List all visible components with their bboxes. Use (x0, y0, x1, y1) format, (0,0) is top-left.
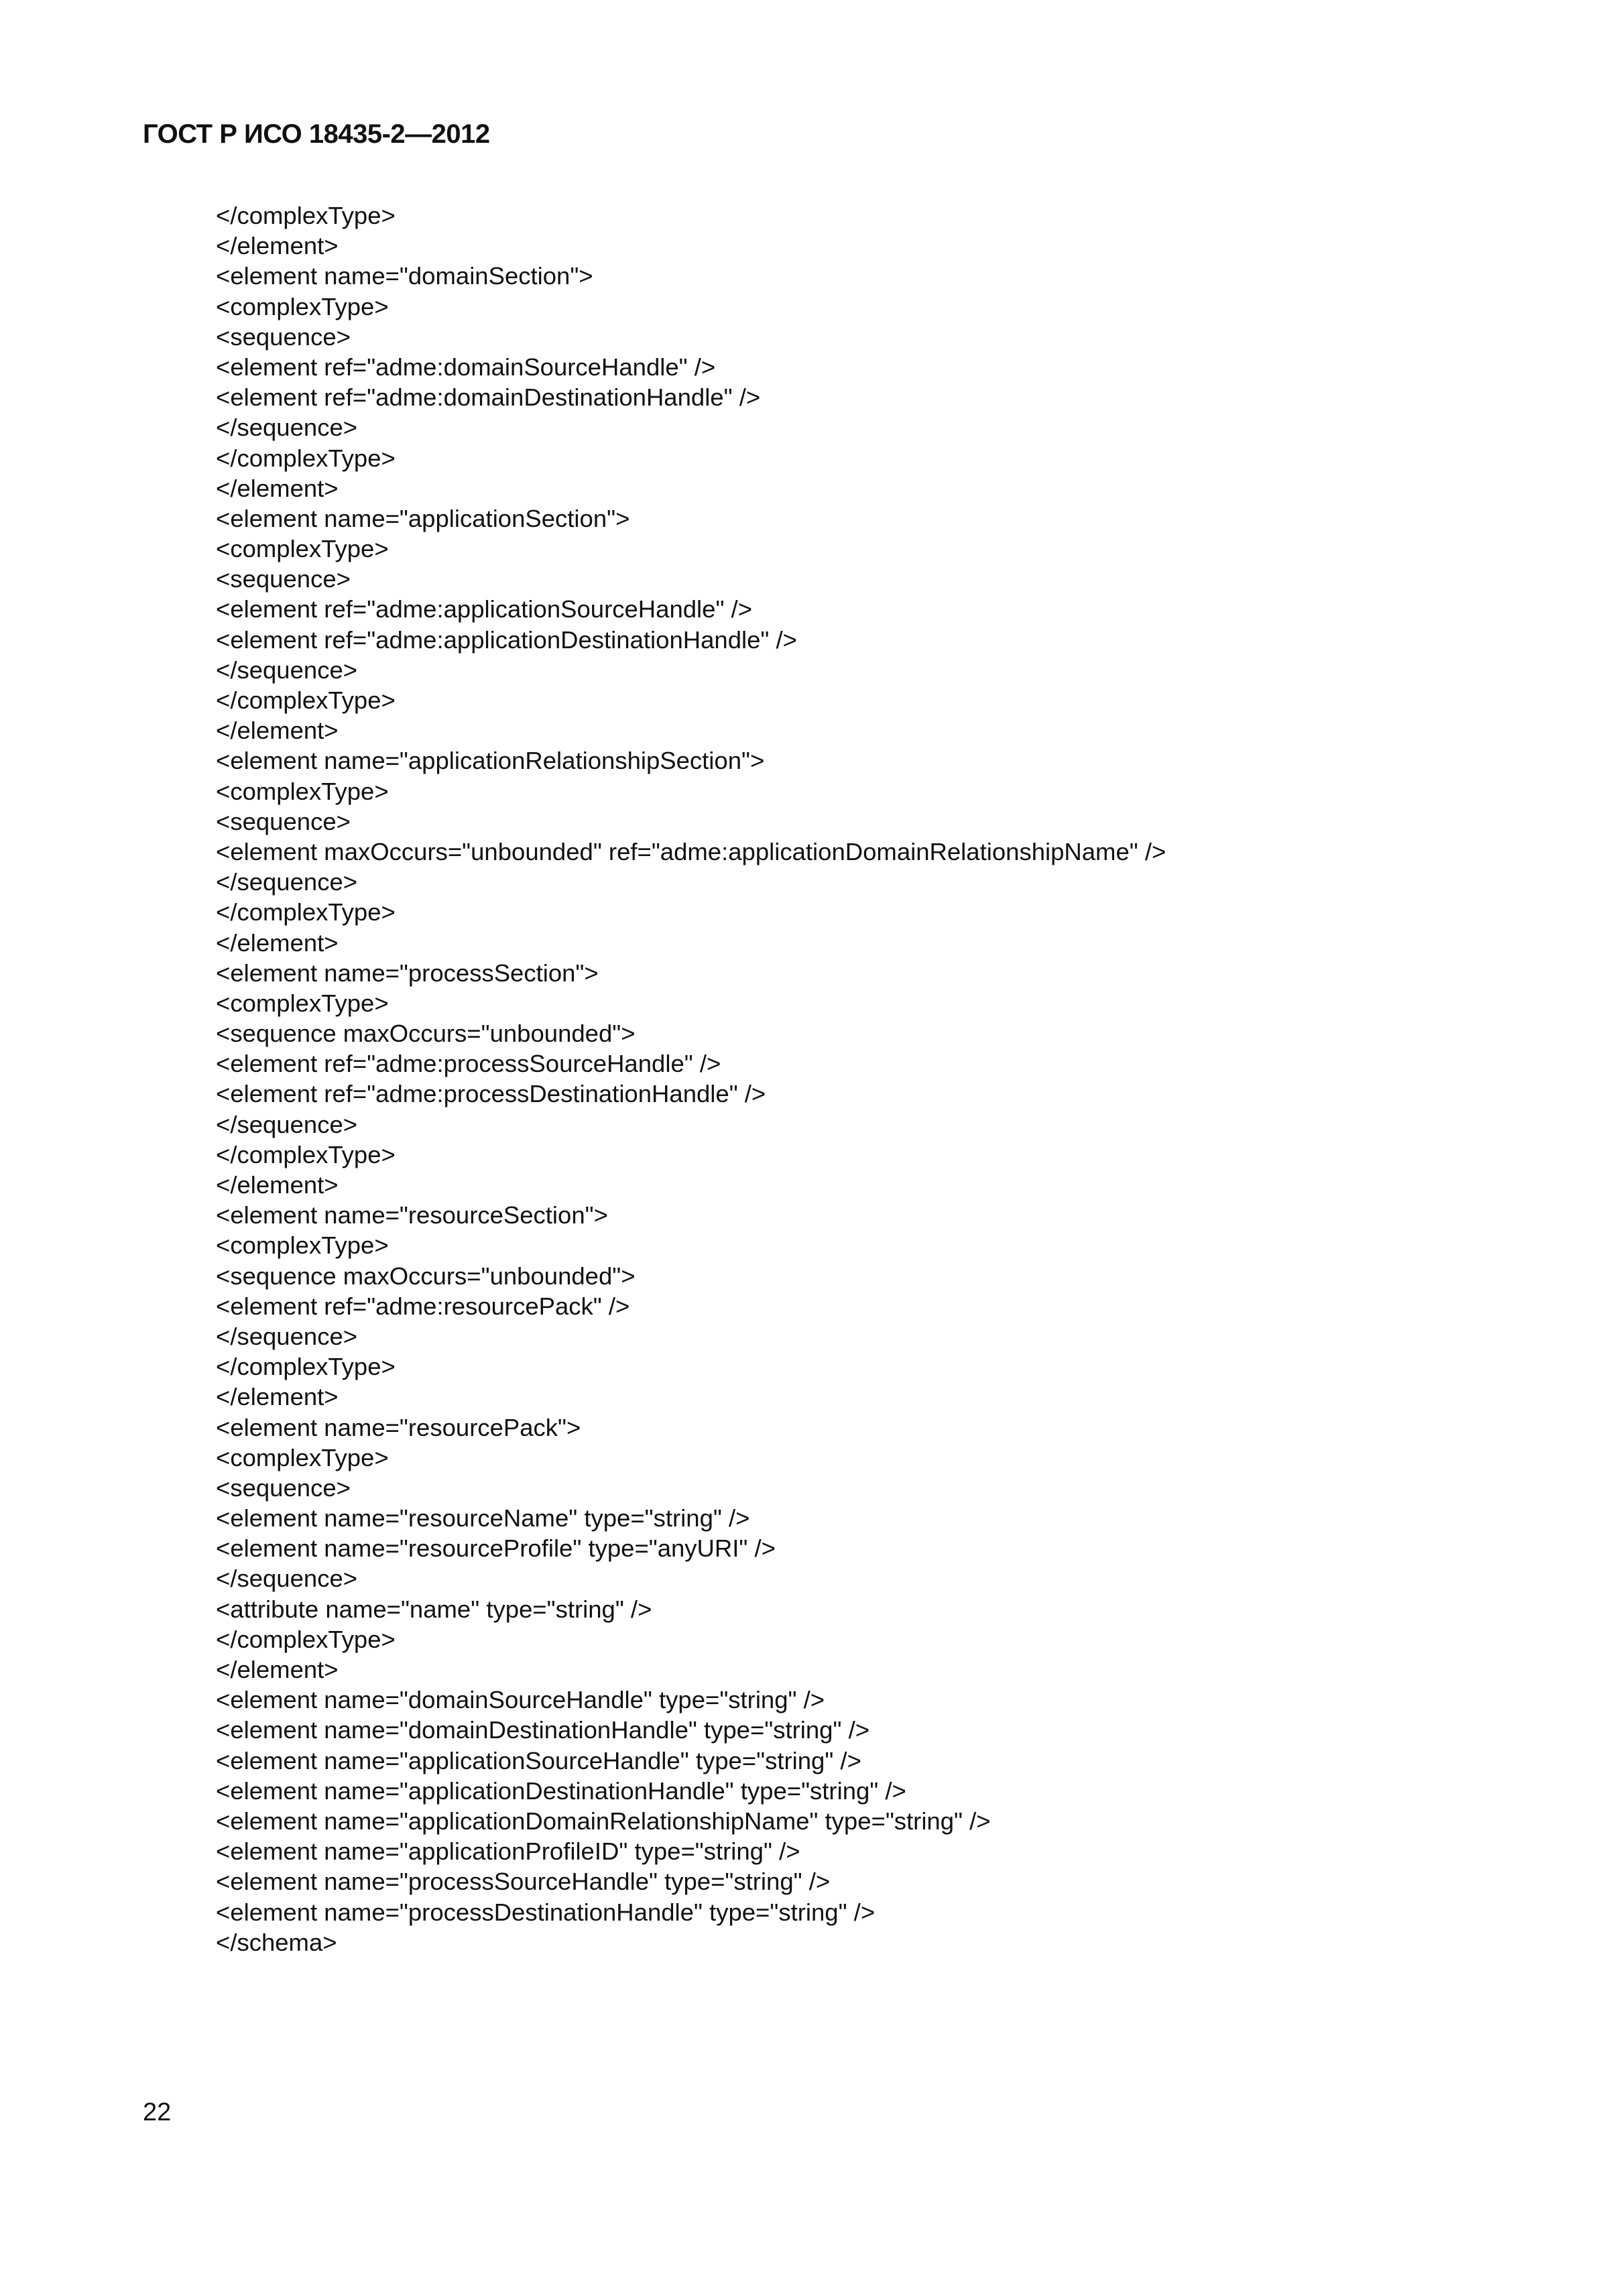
code-line: <complexType> (216, 1443, 389, 1471)
code-line: </sequence> (216, 868, 358, 896)
code-line: <element maxOccurs="unbounded" ref="adme:applicationDomainRelationshipName" /> (216, 837, 1166, 865)
code-line: </complexType> (216, 202, 396, 229)
code-line: </complexType> (216, 686, 396, 714)
code-line: <element name="domainSection"> (216, 262, 593, 290)
code-line: <element name="domainSourceHandle" type="string" /> (216, 1686, 825, 1714)
code-line: </element> (216, 1171, 339, 1199)
code-line: <element ref="adme:processSourceHandle" /> (216, 1050, 721, 1078)
standard-code-header: ГОСТ Р ИСО 18435-2—2012 (143, 119, 490, 149)
code-line: <attribute name="name" type="string" /> (216, 1595, 652, 1623)
code-line: <sequence> (216, 1473, 351, 1502)
code-line: <sequence> (216, 565, 351, 593)
code-line: <element name="applicationProfileID" type="string" /> (216, 1837, 800, 1866)
code-line: <sequence maxOccurs="unbounded"> (216, 1020, 636, 1048)
code-line: <element name="processSourceHandle" type="string" /> (216, 1868, 831, 1896)
code-line: <complexType> (216, 535, 389, 563)
code-line: <complexType> (216, 777, 389, 805)
code-line: </complexType> (216, 1625, 396, 1653)
code-line: <element name="applicationDestinationHandle" type="string" /> (216, 1776, 906, 1805)
code-line: <element ref="adme:applicationSourceHandle" /> (216, 595, 753, 623)
code-line: <element ref="adme:processDestinationHandle" /> (216, 1080, 766, 1108)
code-line: </element> (216, 1656, 339, 1683)
code-line: </element> (216, 717, 339, 745)
code-line: <element name="applicationDomainRelationshipName" type="string" /> (216, 1807, 991, 1835)
code-line: </sequence> (216, 1565, 358, 1593)
code-line: </complexType> (216, 898, 396, 926)
code-line: </schema> (216, 1928, 337, 1956)
code-line: <sequence> (216, 807, 351, 835)
code-line: </sequence> (216, 414, 358, 442)
xml-schema-listing (216, 200, 1166, 1957)
code-line: <element name="processDestinationHandle" type="string" /> (216, 1898, 876, 1926)
code-line: </element> (216, 474, 339, 502)
code-line: <complexType> (216, 989, 389, 1017)
code-line: <element name="applicationSection"> (216, 504, 630, 532)
code-line: <element name="applicationSourceHandle" type="string" /> (216, 1746, 861, 1774)
code-line: <complexType> (216, 292, 389, 320)
code-line: </element> (216, 928, 339, 957)
code-line: <sequence maxOccurs="unbounded"> (216, 1262, 636, 1290)
code-line: </sequence> (216, 1110, 358, 1138)
code-line: <element ref="adme:resourcePack" /> (216, 1292, 630, 1320)
code-line: <element ref="adme:domainSourceHandle" /> (216, 353, 716, 381)
code-line: <sequence> (216, 322, 351, 351)
code-line: </complexType> (216, 444, 396, 472)
code-line: <element ref="adme:domainDestinationHandle" /> (216, 383, 761, 412)
code-line: </element> (216, 232, 339, 260)
code-line: </sequence> (216, 656, 358, 684)
code-line: </element> (216, 1383, 339, 1411)
code-line: <element ref="adme:applicationDestinationHandle" /> (216, 625, 797, 654)
code-line: <complexType> (216, 1231, 389, 1260)
code-line: <element name="resourcePack"> (216, 1413, 581, 1441)
code-line: <element name="resourceSection"> (216, 1201, 608, 1229)
code-line: </complexType> (216, 1353, 396, 1381)
code-line: </sequence> (216, 1322, 358, 1350)
code-line: </complexType> (216, 1140, 396, 1168)
code-line: <element name="applicationRelationshipSection"> (216, 747, 765, 775)
page-number: 22 (143, 2098, 172, 2126)
code-line: <element name="processSection"> (216, 959, 599, 987)
code-line: <element name="resourceName" type="string" /> (216, 1504, 750, 1532)
code-line: <element name="resourceProfile" type="anyURI" /> (216, 1534, 776, 1563)
code-line: <element name="domainDestinationHandle" type="string" /> (216, 1716, 870, 1744)
